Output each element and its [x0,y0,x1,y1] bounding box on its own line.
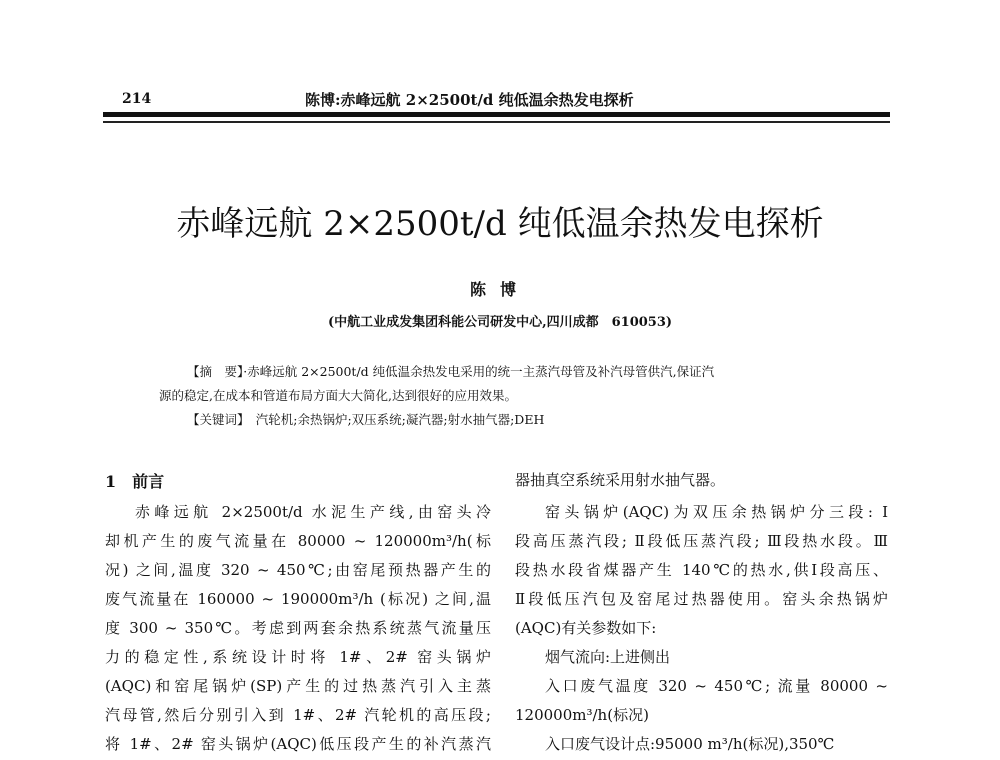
body-line: (AQC)和窑尾锅炉(SP)产生的过热蒸汽引入主蒸 [105,677,491,695]
body-line: 入口废气设计点:95000 m³/h(标况),350℃ [545,735,835,753]
body-line: 入口废气温度 320 ~ 450℃; 流量 80000 ~ [545,677,888,695]
body-line: 120000m³/h(标况) [515,706,649,724]
body-line: 废气流量在 160000 ~ 190000m³/h (标况) 之间,温 [105,590,491,608]
page-number: 214 [122,91,152,107]
body-line: 器抽真空系统采用射水抽气器。 [515,471,726,489]
body-line: (AQC)有关参数如下: [515,619,657,637]
body-line: 段高压蒸汽段; Ⅱ段低压蒸汽段; Ⅲ段热水段。Ⅲ [515,532,888,550]
header-rule-thick [103,112,890,117]
affiliation: (中航工业成发集团科能公司研发中心,四川成都 610053) [327,315,673,330]
body-line: 窑头锅炉(AQC)为双压余热锅炉分三段: Ⅰ [545,503,888,521]
body-line: 烟气流向:上进侧出 [545,648,671,666]
body-line: 却机产生的废气流量在 80000 ~ 120000m³/h(标 [105,532,491,550]
body-line: 度 300 ~ 350℃。考虑到两套余热系统蒸气流量压 [105,619,491,637]
header-rule-thin [103,121,890,123]
body-line: 段热水段省煤器产生 140℃的热水,供Ⅰ段高压、 [515,561,888,579]
body-line: 将 1#、2# 窑头锅炉(AQC)低压段产生的补汽蒸汽 [105,735,491,753]
section-heading: 1 前言 [105,472,165,491]
body-line: 况) 之间,温度 320 ~ 450℃;由窑尾预热器产生的 [105,561,491,579]
body-line: 汽母管,然后分别引入到 1#、2# 汽轮机的高压段; [105,706,491,724]
abstract-line: 【摘 要】·赤峰远航 2×2500t/d 纯低温余热发电采用的统一主蒸汽母管及补汽母管供汽,保证汽 [187,364,715,379]
author: 陈博 [469,280,530,299]
abstract-line: 源的稳定,在成本和管道布局方面大大简化,达到很好的应用效果。 [159,388,517,403]
paper-title: 赤峰远航 2×2500t/d 纯低温余热发电探析 [176,204,824,244]
keywords: 【关键词】 汽轮机;余热锅炉;双压系统;凝汽器;射水抽气器;DEH [187,412,545,427]
body-line: 赤峰远航 2×2500t/d 水泥生产线,由窑头冷 [135,503,491,521]
body-line: 力的稳定性,系统设计时将 1#、2# 窑头锅炉 [105,648,491,666]
body-line: Ⅱ段低压汽包及窑尾过热器使用。窑头余热锅炉 [515,590,888,608]
running-title: 陈博:赤峰远航 2×2500t/d 纯低温余热发电探析 [305,91,634,109]
